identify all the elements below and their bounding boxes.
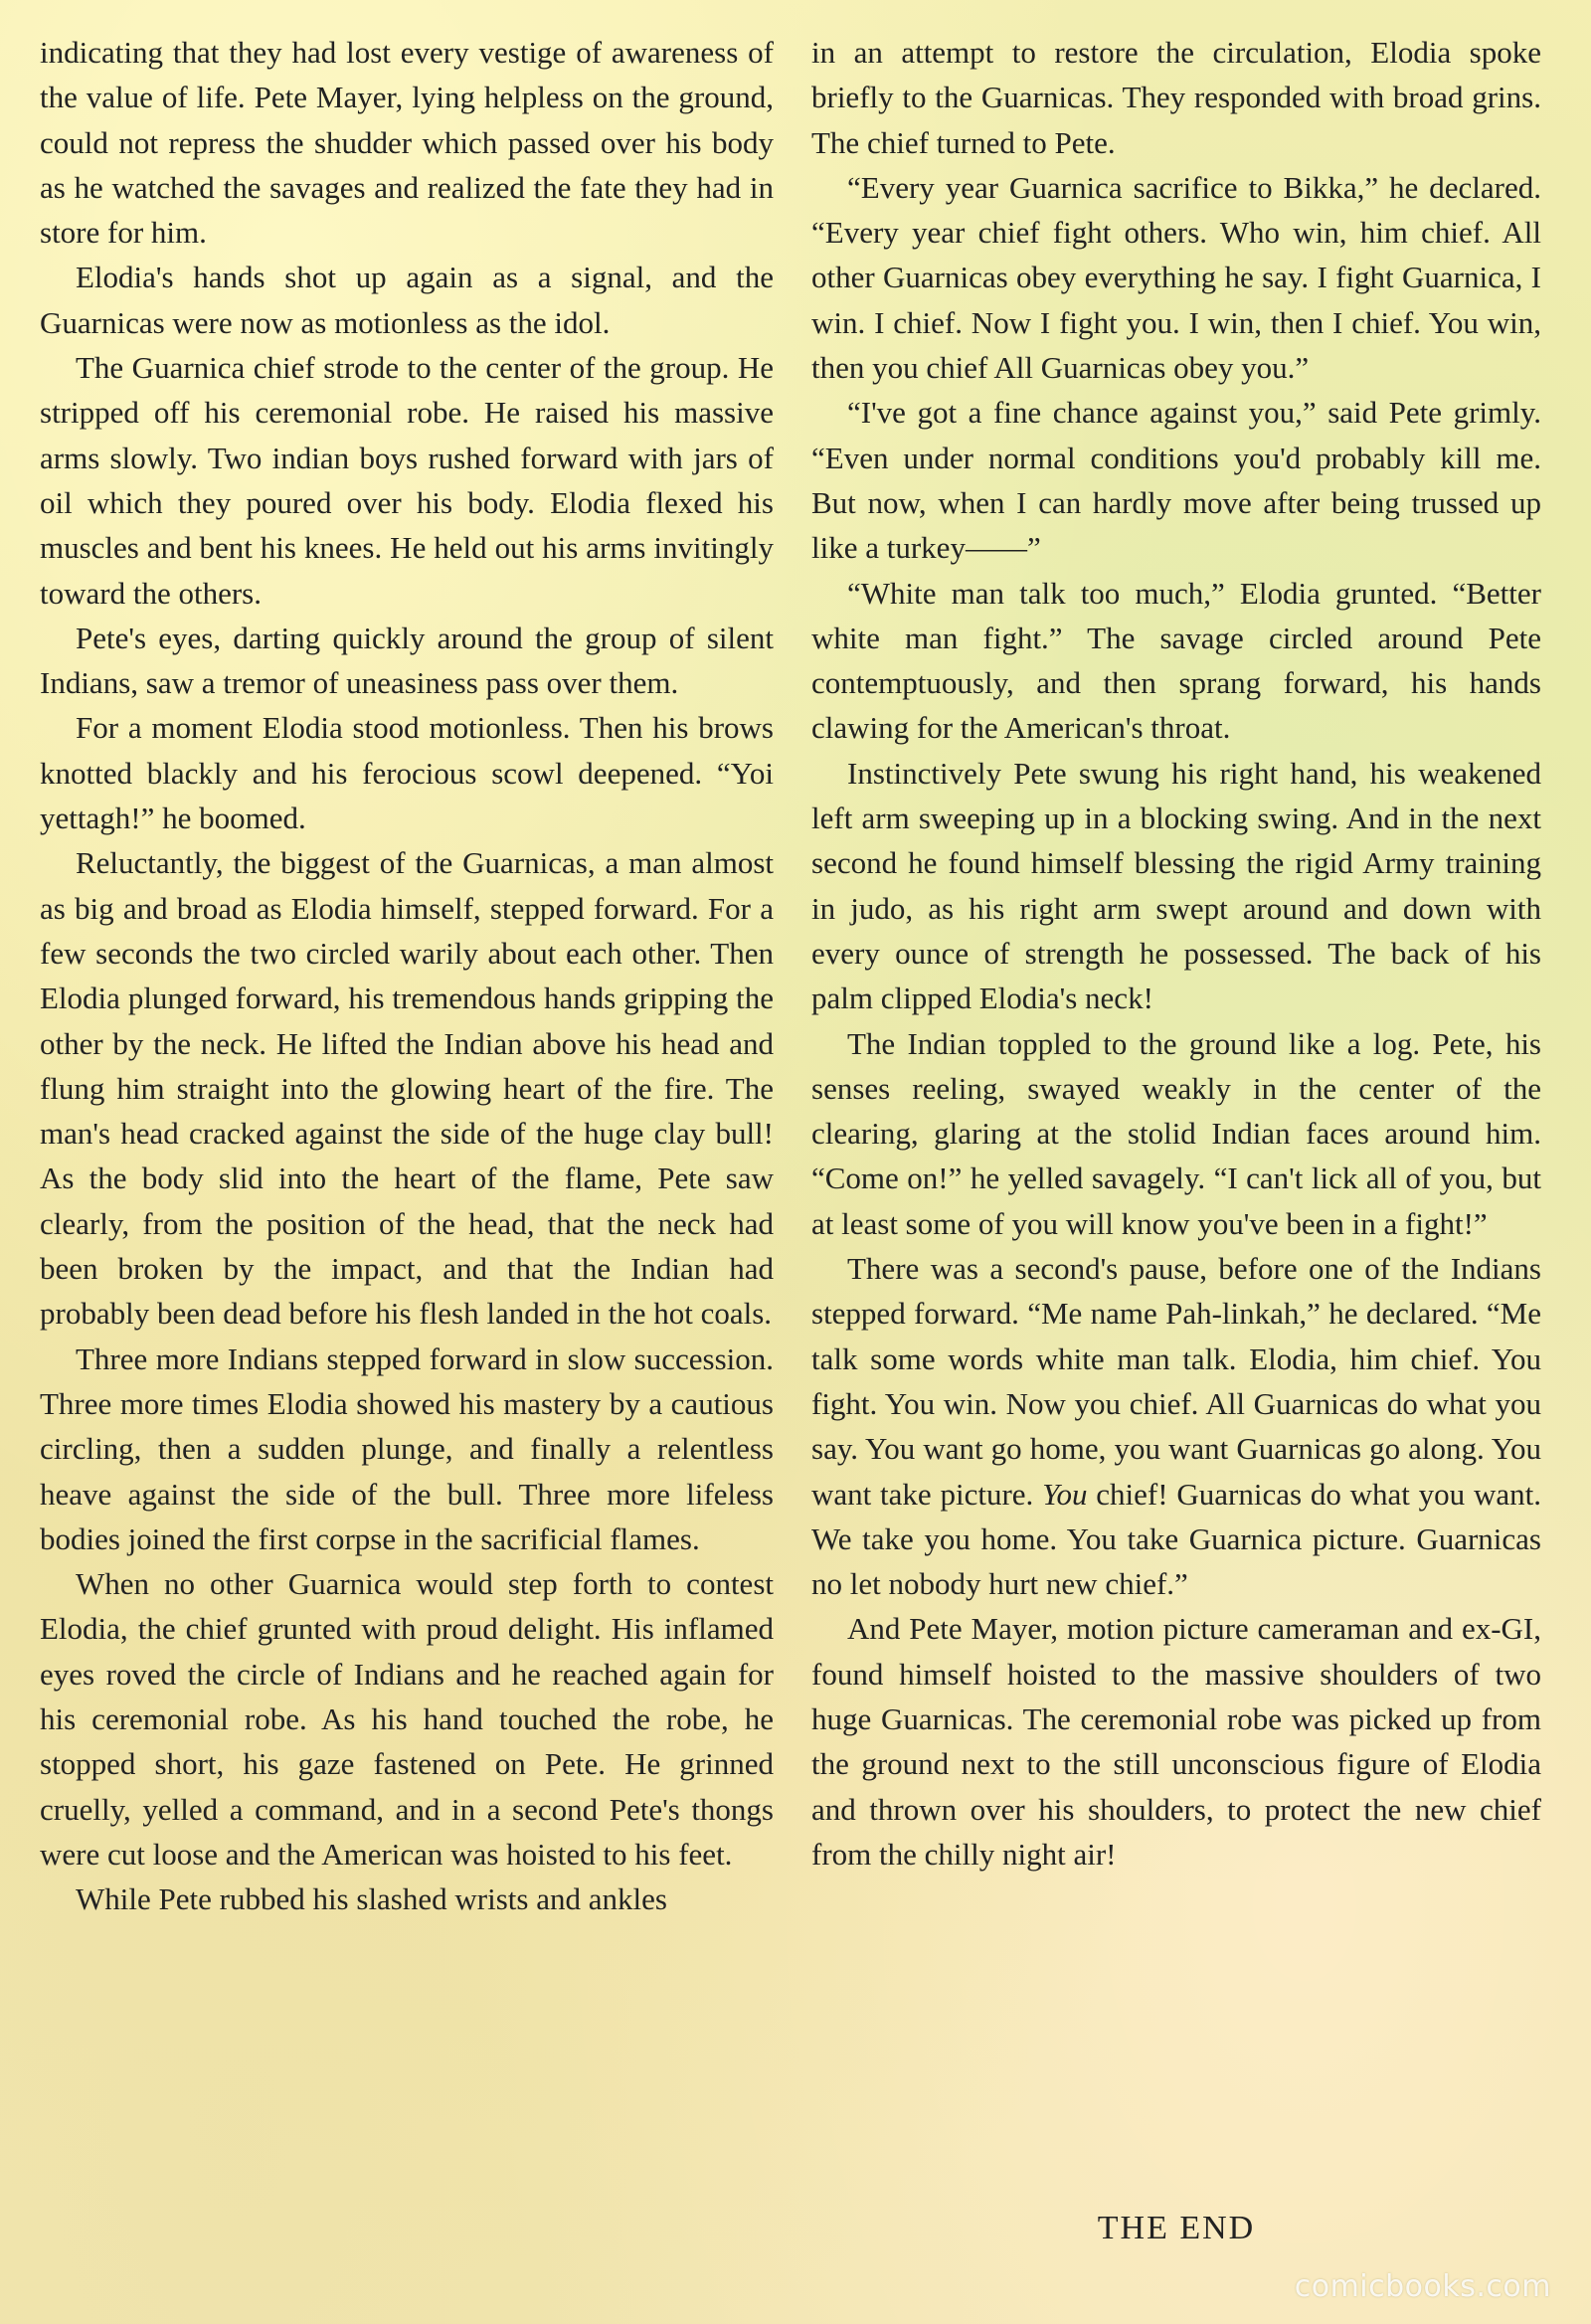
paragraph: Reluctantly, the biggest of the Guarnicas, a man almost as big and broad as Elodia himself, stepped forward. For a few seconds the two circled warily about each other. Then Elodia plunged forward, his tremendous hands gripping the other by the neck. He lifted the Indian above his head and flung him straight into the glowing heart of the fire. The man's head cracked against the side of the huge clay bull! As the body slid into the heart of the flame, Pete saw clearly, from the position of the head, that the neck had been broken by the impact, and that the Indian had probably been dead before his flesh landed in the hot coals. — [40, 845, 774, 1332]
paragraph — [811, 1246, 1541, 1606]
paragraph: “White man talk too much,” Elodia grunted. “Better white man fight.” The savage circled around Pete contemptuously, and then sprang forward, his hands clawing for the American's throat. — [811, 575, 1541, 746]
paragraph: And Pete Mayer, motion picture cameraman and ex-GI, found himself hoisted to the massive shoulders of two huge Guarnicas. The ceremonial robe was picked up from the ground next to the still unconscious figure of Elodia and thrown over his shoulders, to protect the new chief from the chilly night air! — [811, 1611, 1541, 1872]
site-watermark: comicbooks.com — [1294, 2269, 1551, 2304]
the-end-caption: THE END — [1097, 2210, 1256, 2246]
paragraph: “Every year Guarnica sacrifice to Bikka,” he declared. “Every year chief fight others. Who win, him chief. All other Guarnicas obey everything he say. I fight Guarnica, I win. I chief. Now I fight you. I win, then I chief. You win, then you chief All Guarnicas obey you.” — [811, 169, 1541, 386]
right-text-column — [811, 30, 1541, 1877]
paragraph: Three more Indians stepped forward in slow succession. Three more times Elodia showed his mastery by a cautious circling, then a sudden plunge, and finally a relentless heave against the side of the bull. Three more lifeless bodies joined the first corpse in the sacrificial flames. — [40, 1341, 774, 1556]
paragraph: When no other Guarnica would step forth to contest Elodia, the chief grunted with proud delight. His inflamed eyes roved the circle of Indians and he reached again for his ceremonial robe. As his hand touched the robe, he stopped short, his gaze fastened on Pete. He grinned cruelly, yelled a command, and in a second Pete's thongs were cut loose and the American was hoisted to his feet. — [40, 1566, 774, 1872]
paragraph-text: chief! Guarnicas do what you want. We take you home. You take Guarnica picture. Guarnicas no let nobody hurt new chief.” — [811, 1476, 1541, 1602]
paragraph: The Guarnica chief strode to the center of the group. He stripped off his ceremonial robe. He raised his massive arms slowly. Two indian boys rushed forward with jars of oil which they poured over his body. Elodia flexed his muscles and bent his knees. He held out his arms invitingly toward the others. — [40, 350, 774, 611]
paragraph: Instinctively Pete swung his right hand, his weakened left arm sweeping up in a blocking swing. And in the next second he found himself blessing the rigid Army training in judo, as his right arm swept around and down with every ounce of strength he possessed. The back of his palm clipped Elodia's neck! — [811, 755, 1541, 1016]
paragraph: The Indian toppled to the ground like a log. Pete, his senses reeling, swayed weakly in the center of the clearing, glaring at the stolid Indian faces around him. “Come on!” he yelled savagely. “I can't lick all of you, but at least some of you will know you've been in a fight!” — [811, 1025, 1541, 1241]
paragraph: For a moment Elodia stood motionless. Then his brows knotted blackly and his ferocious scowl deepened. “Yoi yettagh!” he boomed. — [40, 710, 774, 836]
paragraph: Elodia's hands shot up again as a signal, and the Guarnicas were now as motionless as the idol. — [40, 260, 774, 340]
paragraph: While Pete rubbed his slashed wrists and ankles — [76, 1881, 667, 1917]
left-text-column — [40, 30, 774, 1921]
paragraph: indicating that they had lost every vestige of awareness of the value of life. Pete Mayer, lying helpless on the ground, could not repress the shudder which passed over his body as he watched the savages and realized the fate they had in store for him. — [40, 35, 774, 251]
paragraph: in an attempt to restore the circulation, Elodia spoke briefly to the Guarnicas. They responded with broad grins. The chief turned to Pete. — [811, 35, 1541, 160]
paragraph: Pete's eyes, darting quickly around the group of silent Indians, saw a tremor of uneasiness pass over them. — [40, 620, 774, 701]
paragraph-text: There was a second's pause, before one of the Indians stepped forward. “Me name Pah-linkah,” he declared. “Me talk some words white man talk. Elodia, him chief. You fight. You win. Now you chief. All Guarnicas do what you say. You want go home, you want Guarnicas go along. You want take picture. — [811, 1251, 1541, 1512]
paragraph: “I've got a fine chance against you,” said Pete grimly. “Even under normal conditions you'd probably kill me. But now, when I can hardly move after being trussed up like a turkey——” — [811, 395, 1541, 566]
emphasized-word: You — [1042, 1476, 1088, 1512]
